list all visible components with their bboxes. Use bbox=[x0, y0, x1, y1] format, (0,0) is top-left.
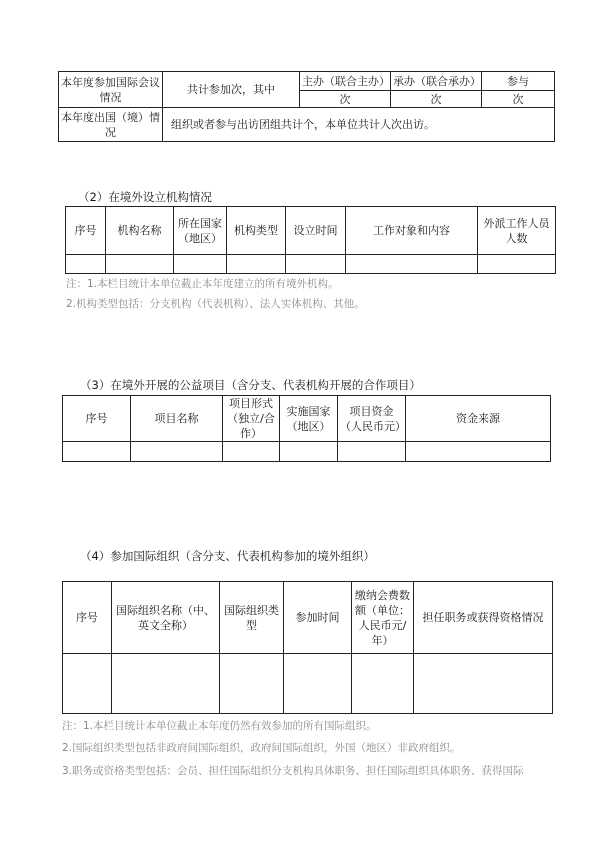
col-header: 项目名称 bbox=[131, 396, 223, 442]
col-header: 设立时间 bbox=[286, 207, 346, 255]
conference-total-text: 共计参加次，其中 bbox=[163, 72, 300, 108]
section4-note-1: 注：1.本栏目统计本单位截止本年度仍然有效参加的所有国际组织。 bbox=[62, 720, 377, 732]
col-header: 实施国家（地区） bbox=[280, 396, 338, 442]
col-header: 项目形式（独立/合作） bbox=[223, 396, 280, 442]
international-organizations-table bbox=[62, 581, 553, 714]
col-header: 机构类型 bbox=[227, 207, 286, 255]
col-header: 参加时间 bbox=[284, 582, 352, 654]
host-unit: 次 bbox=[300, 91, 391, 108]
participate-header: 参与 bbox=[482, 72, 555, 91]
conference-row-label: 本年度参加国际会议情况 bbox=[59, 72, 163, 108]
section4-note-2: 2.国际组织类型包括非政府间国际组织，政府间国际组织，外国（地区）非政府组织。 bbox=[62, 742, 461, 754]
section4-title: （4）参加国际组织（含分支、代表机构参加的境外组织） bbox=[80, 549, 375, 563]
col-header: 项目资金（人民币元） bbox=[338, 396, 406, 442]
col-header: 机构名称 bbox=[106, 207, 174, 255]
col-header: 国际组织类型 bbox=[220, 582, 284, 654]
section2-title: （2）在境外设立机构情况 bbox=[78, 190, 212, 204]
participate-unit: 次 bbox=[482, 91, 555, 108]
section3-title: （3）在境外开展的公益项目（含分支、代表机构开展的合作项目） bbox=[80, 378, 421, 392]
col-header: 序号 bbox=[63, 582, 112, 654]
section2-note-1: 注：1.本栏目统计本单位截止本年度建立的所有境外机构。 bbox=[66, 278, 339, 290]
table-row bbox=[63, 654, 553, 714]
visit-row-label: 本年度出国（境）情况 bbox=[59, 108, 163, 142]
col-header: 工作对象和内容 bbox=[346, 207, 478, 255]
public-welfare-projects-table bbox=[62, 395, 551, 462]
col-header: 担任职务或获得资格情况 bbox=[414, 582, 553, 654]
col-header: 序号 bbox=[63, 396, 131, 442]
section4-note-3: 3.职务或资格类型包括：会员、担任国际组织分支机构具体职务、担任国际组织具体职务、获得国际 bbox=[62, 765, 524, 777]
table-row bbox=[66, 255, 556, 274]
col-header: 国际组织名称（中、英文全称） bbox=[112, 582, 220, 654]
table-row bbox=[63, 442, 551, 462]
conference-table bbox=[58, 71, 555, 142]
col-header: 所在国家（地区） bbox=[174, 207, 227, 255]
cohost-header: 承办（联合承办） bbox=[391, 72, 482, 91]
cohost-unit: 次 bbox=[391, 91, 482, 108]
overseas-institutions-table bbox=[65, 206, 556, 274]
col-header: 资金来源 bbox=[406, 396, 551, 442]
host-header: 主办（联合主办） bbox=[300, 72, 391, 91]
col-header: 缴纳会费数额（单位：人民币元/年） bbox=[352, 582, 414, 654]
visit-text: 组织或者参与出访团组共计个，本单位共计人次出访。 bbox=[163, 108, 555, 142]
col-header: 序号 bbox=[66, 207, 106, 255]
section2-note-2: 2.机构类型包括：分支机构（代表机构）、法人实体机构、其他。 bbox=[66, 298, 365, 310]
col-header: 外派工作人员人数 bbox=[478, 207, 556, 255]
